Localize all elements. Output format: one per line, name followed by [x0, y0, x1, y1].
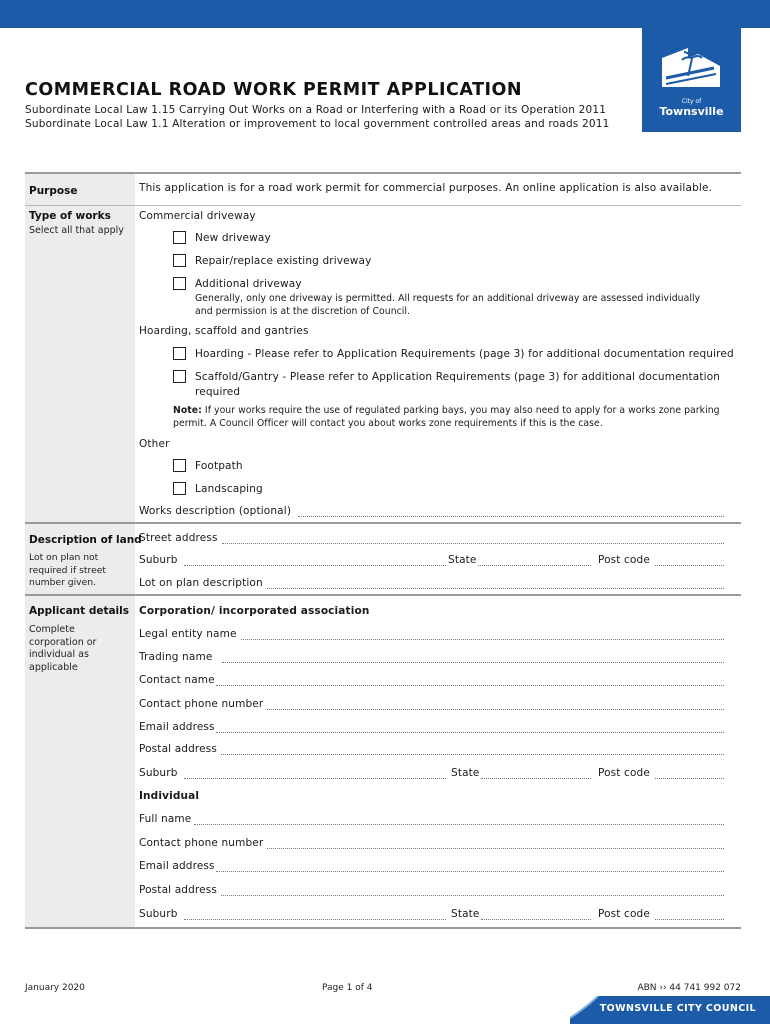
logo-city-of: City of [681, 98, 702, 105]
hoarding-checkbox[interactable] [173, 347, 186, 360]
repair-driveway-label: Repair/replace existing driveway [195, 255, 372, 267]
corp-suburb-label: Suburb [139, 767, 178, 779]
logo-townsville: Townsville [659, 105, 724, 118]
corp-postcode-field[interactable] [655, 778, 724, 779]
note-text: If your works require the use of regulated parking bays, you may also need to apply for a works zone parking [201, 405, 720, 416]
individual-phone-label: Contact phone number [139, 837, 264, 849]
individual-suburb-field[interactable] [184, 919, 446, 920]
section-divider [25, 927, 741, 929]
hoarding-heading: Hoarding, scaffold and gantries [139, 325, 309, 337]
hoarding-label: Hoarding - Please refer to Application Requirements (page 3) for additional documentation required [195, 348, 734, 360]
landscaping-checkbox[interactable] [173, 482, 186, 495]
description-of-land-note: Lot on plan not required if street number given. [29, 552, 106, 588]
additional-driveway-note-2: and permission is at the discretion of Council. [195, 306, 411, 317]
townsville-logo [642, 28, 741, 132]
subtitle-law-2: Subordinate Local Law 1.1 Alteration or improvement to local government controlled areas and roads 2011 [25, 118, 610, 130]
type-label-cell [25, 206, 135, 522]
individual-postal-field[interactable] [221, 895, 724, 896]
top-brand-bar [0, 0, 770, 28]
purpose-label: Purpose [29, 185, 78, 197]
postal-address-field[interactable] [221, 754, 724, 755]
additional-driveway-label: Additional driveway [195, 278, 302, 290]
contact-phone-field[interactable] [267, 709, 724, 710]
land-postcode-field[interactable] [655, 565, 724, 566]
city-logo-mark-icon [658, 44, 724, 94]
other-heading: Other [139, 438, 170, 450]
scaffold-checkbox[interactable] [173, 370, 186, 383]
lot-on-plan-label: Lot on plan description [139, 577, 263, 589]
contact-phone-label: Contact phone number [139, 698, 264, 710]
type-of-works-label: Type of works [29, 210, 111, 222]
trading-name-label: Trading name [139, 651, 213, 663]
landscaping-label: Landscaping [195, 483, 263, 495]
contact-name-field[interactable] [216, 685, 724, 686]
street-address-label: Street address [139, 532, 218, 544]
individual-state-label: State [451, 908, 480, 920]
footpath-checkbox[interactable] [173, 459, 186, 472]
email-address-field[interactable] [216, 732, 724, 733]
corp-postcode-label: Post code [598, 767, 650, 779]
street-address-field[interactable] [222, 543, 724, 544]
email-address-label: Email address [139, 721, 215, 733]
additional-driveway-checkbox[interactable] [173, 277, 186, 290]
repair-driveway-checkbox[interactable] [173, 254, 186, 267]
works-description-field[interactable] [298, 516, 724, 517]
applicant-details-label: Applicant details [29, 605, 130, 617]
corp-state-field[interactable] [481, 778, 591, 779]
individual-postal-label: Postal address [139, 884, 218, 896]
additional-driveway-note-1: Generally, only one driveway is permitted. All requests for an additional driveway are assessed individually [195, 293, 701, 304]
footer-council-name: TOWNSVILLE CITY COUNCIL [599, 1003, 756, 1014]
legal-entity-label: Legal entity name [139, 628, 237, 640]
individual-suburb-label: Suburb [139, 908, 178, 920]
applicant-details-note: Complete corporation or individual as applicable [29, 624, 97, 673]
footer-abn: ABN ›› 44 741 992 072 [637, 983, 741, 993]
corp-state-label: State [451, 767, 480, 779]
individual-postcode-label: Post code [598, 908, 650, 920]
full-name-label: Full name [139, 813, 192, 825]
postal-address-label: Postal address [139, 743, 218, 755]
commercial-driveway-heading: Commercial driveway [139, 210, 256, 222]
contact-name-label: Contact name [139, 674, 215, 686]
trading-name-field[interactable] [222, 662, 724, 663]
footer-date: January 2020 [25, 983, 85, 993]
individual-email-label: Email address [139, 860, 215, 872]
purpose-text: This application is for a road work permit for commercial purposes. An online application is also available. [139, 182, 713, 194]
individual-email-field[interactable] [216, 871, 724, 872]
parking-note-2: permit. A Council Officer will contact you about works zone requirements if this is the case. [173, 418, 603, 429]
legal-entity-field[interactable] [241, 639, 724, 640]
land-suburb-label: Suburb [139, 554, 178, 566]
new-driveway-checkbox[interactable] [173, 231, 186, 244]
new-driveway-label: New driveway [195, 232, 271, 244]
type-of-works-note: Select all that apply [29, 225, 124, 236]
works-description-label: Works description (optional) [139, 505, 292, 517]
footer-brand-bar [570, 996, 770, 1024]
land-suburb-field[interactable] [184, 565, 446, 566]
individual-phone-field[interactable] [267, 848, 724, 849]
land-state-label: State [448, 554, 477, 566]
corp-suburb-field[interactable] [184, 778, 446, 779]
individual-postcode-field[interactable] [655, 919, 724, 920]
subtitle-law-1: Subordinate Local Law 1.15 Carrying Out Works on a Road or Interfering with a Road or its Operation 2011 [25, 104, 607, 116]
individual-state-field[interactable] [481, 919, 591, 920]
description-of-land-label: Description of land [29, 534, 142, 546]
footpath-label: Footpath [195, 460, 243, 472]
full-name-field[interactable] [194, 824, 724, 825]
page-title: COMMERCIAL ROAD WORK PERMIT APPLICATION [25, 80, 523, 100]
lot-on-plan-field[interactable] [267, 588, 724, 589]
land-postcode-label: Post code [598, 554, 650, 566]
footer-page-number: Page 1 of 4 [322, 983, 373, 993]
parking-note-1 [173, 404, 720, 417]
scaffold-label-2: required [195, 386, 241, 398]
note-label: Note: [173, 405, 202, 416]
corporation-heading: Corporation/ incorporated association [139, 605, 370, 617]
scaffold-label-1: Scaffold/Gantry - Please refer to Application Requirements (page 3) for additional documentation [195, 371, 721, 383]
individual-heading: Individual [139, 790, 200, 802]
land-state-field[interactable] [478, 565, 591, 566]
